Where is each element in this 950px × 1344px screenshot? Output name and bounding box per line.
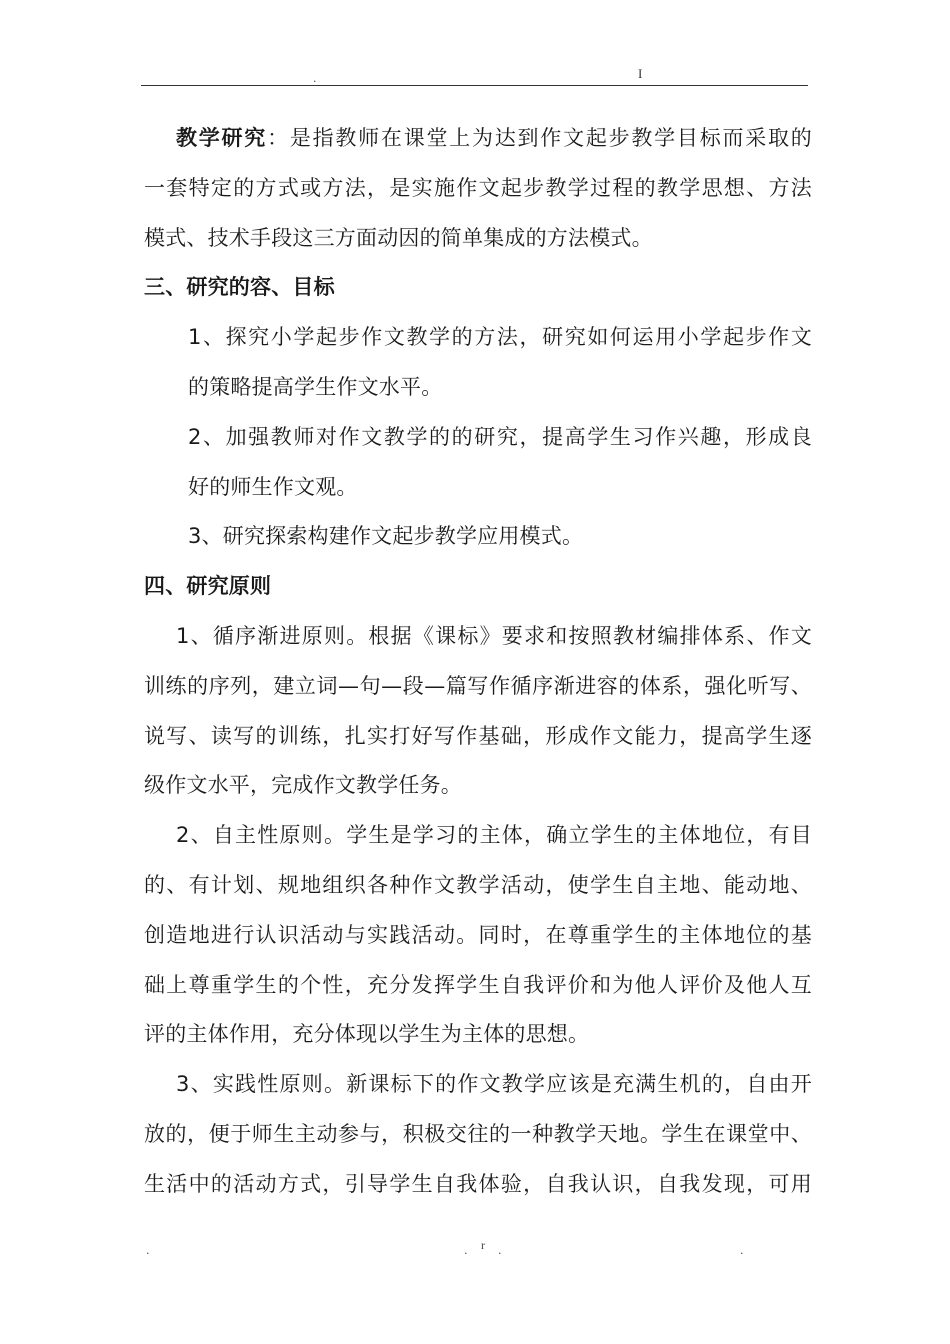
- principle-2-line-3: 创造地进行认识活动与实践活动。同时，在尊重学生的主体地位的基: [144, 922, 812, 947]
- footer-dot-left: .: [146, 1244, 150, 1257]
- footer-dot-center-right: .: [498, 1244, 502, 1257]
- goal-2-line-2: 好的师生作文观。: [188, 474, 358, 499]
- principle-1-line-3: 说写、读写的训练，扎实打好写作基础，形成作文能力，提高学生逐: [144, 723, 812, 748]
- principle-2-line-4: 础上尊重学生的个性，充分发挥学生自我评价和为他人评价及他人互: [144, 972, 812, 997]
- principle-2-line-1: 2、自主性原则。学生是学习的主体，确立学生的主体地位，有目: [176, 823, 812, 848]
- principle-1-line-2: 训练的序列，建立词—句—段—篇写作循序渐进容的体系，强化听写、: [144, 673, 812, 698]
- principle-3-line-3: 生活中的活动方式，引导学生自我体验，自我认识，自我发现，可用: [144, 1171, 812, 1196]
- paragraph-definition-line-3: 模式、技术手段这三方面动因的简单集成的方法模式。: [144, 225, 653, 250]
- goal-1-line-2: 的策略提高学生作文水平。: [188, 374, 443, 399]
- header-rule: [141, 85, 808, 86]
- footer-dot-right: .: [740, 1244, 744, 1257]
- document-body: [144, 114, 812, 1210]
- goal-1-line-1: 1、探究小学起步作文教学的方法，研究如何运用小学起步作文: [188, 325, 812, 350]
- principle-2-line-5: 评的主体作用，充分体现以学生为主体的思想。: [144, 1022, 590, 1047]
- header-page-mark: I: [638, 66, 643, 81]
- footer-page-mark: r: [481, 1238, 485, 1252]
- footer: [0, 1238, 950, 1264]
- header-dot: .: [313, 72, 317, 85]
- goal-3: 3、研究探索构建作文起步教学应用模式。: [188, 524, 584, 549]
- footer-dot-center-left: .: [464, 1244, 468, 1257]
- principle-3-line-1: 3、实践性原则。新课标下的作文教学应该是充满生机的，自由开: [176, 1072, 812, 1097]
- paragraph-definition-line-2: 一套特定的方式或方法，是实施作文起步教学过程的教学思想、方法: [144, 175, 812, 200]
- goal-2-line-1: 2、加强教师对作文教学的的研究，提高学生习作兴趣，形成良: [188, 424, 812, 449]
- section-heading-3: 三、研究的容、目标: [144, 275, 335, 300]
- principle-3-line-2: 放的，便于师生主动参与，积极交往的一种教学天地。学生在课堂中、: [144, 1121, 812, 1146]
- principle-2-line-2: 的、有计划、规地组织各种作文教学活动，使学生自主地、能动地、: [144, 872, 812, 897]
- section-heading-4: 四、研究原则: [144, 574, 272, 599]
- principle-1-line-1: 1、循序渐进原则。根据《课标》要求和按照教材编排体系、作文: [176, 623, 812, 648]
- definition-term: 教学研究: [176, 126, 268, 150]
- paragraph-definition-line-1: 教学研究：是指教师在课堂上为达到作文起步教学目标而采取的: [176, 126, 812, 150]
- principle-1-line-4: 级作文水平，完成作文教学任务。: [144, 773, 462, 798]
